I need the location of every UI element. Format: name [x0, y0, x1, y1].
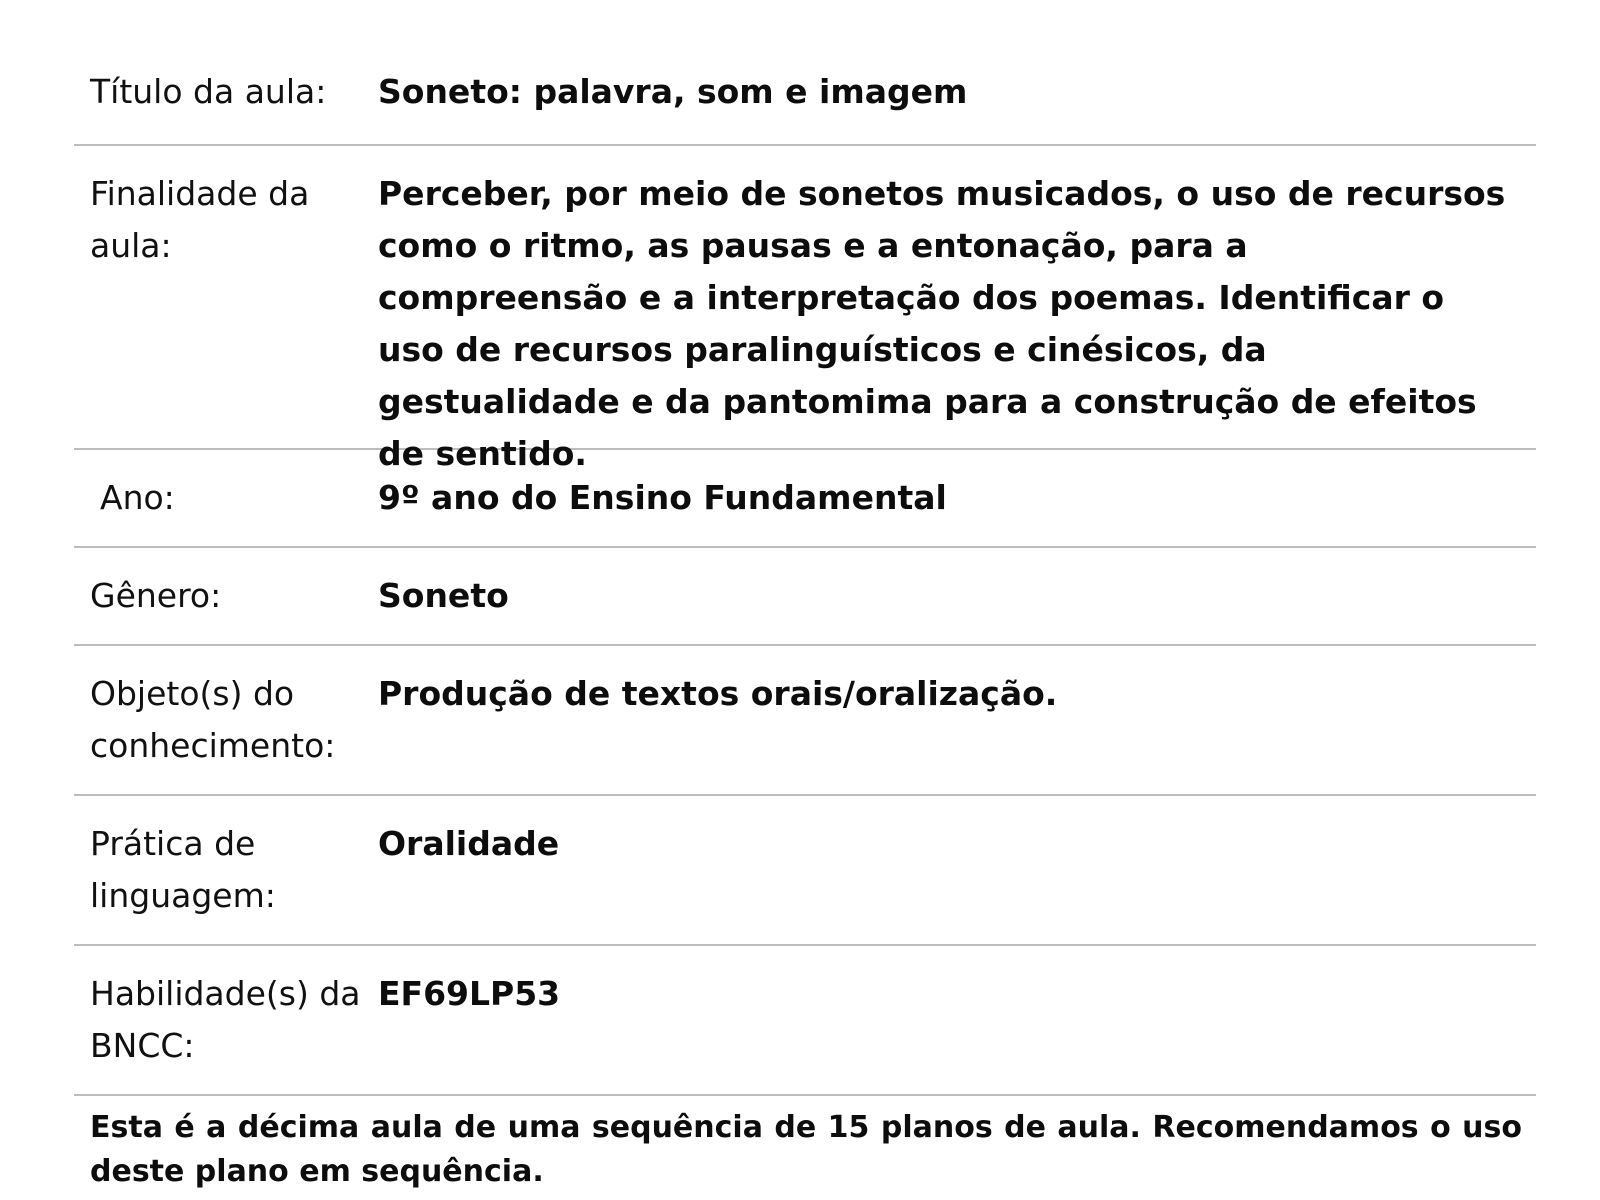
- knowledge-object-value: Produção de textos orais/oralização.: [378, 674, 1058, 713]
- genre-value: Soneto: [378, 576, 509, 615]
- lesson-info-table: [74, 42, 1536, 1096]
- school-year-label: Ano:: [100, 478, 175, 517]
- knowledge-object-label: Objeto(s) do conhecimento:: [90, 674, 336, 765]
- row-lesson-purpose: [74, 146, 1536, 473]
- bncc-skills-label: Habilidade(s) da BNCC:: [90, 974, 361, 1065]
- lesson-title-label: Título da aula:: [90, 72, 327, 111]
- language-practice-value: Oralidade: [378, 824, 560, 863]
- row-lesson-title: [74, 42, 1536, 146]
- language-practice-label: Prática de linguagem:: [90, 824, 276, 915]
- school-year-value: 9º ano do Ensino Fundamental: [378, 478, 947, 517]
- row-language-practice: [74, 796, 1536, 946]
- lesson-purpose-value: Perceber, por meio de sonetos musicados, o uso de recursos como o ritmo, as pausas e a entonação, para a compreensão e a interpretação dos poemas. Identificar o uso de recursos paralinguísticos e cinésicos, da gestualidade e da pantomima para a construção de efeitos de sentido.: [378, 174, 1506, 473]
- row-knowledge-object: [74, 646, 1536, 796]
- genre-label: Gênero:: [90, 576, 222, 615]
- row-school-year: [74, 450, 1536, 548]
- bncc-skills-value: EF69LP53: [378, 974, 561, 1013]
- row-bncc-skills: [74, 946, 1536, 1096]
- lesson-purpose-label: Finalidade da aula:: [90, 174, 310, 265]
- row-genre: [74, 548, 1536, 646]
- sequence-note: Esta é a décima aula de uma sequência de 15 planos de aula. Recomendamos o uso deste plano em sequência.: [90, 1110, 1522, 1189]
- lesson-title-value: Soneto: palavra, som e imagem: [378, 72, 968, 111]
